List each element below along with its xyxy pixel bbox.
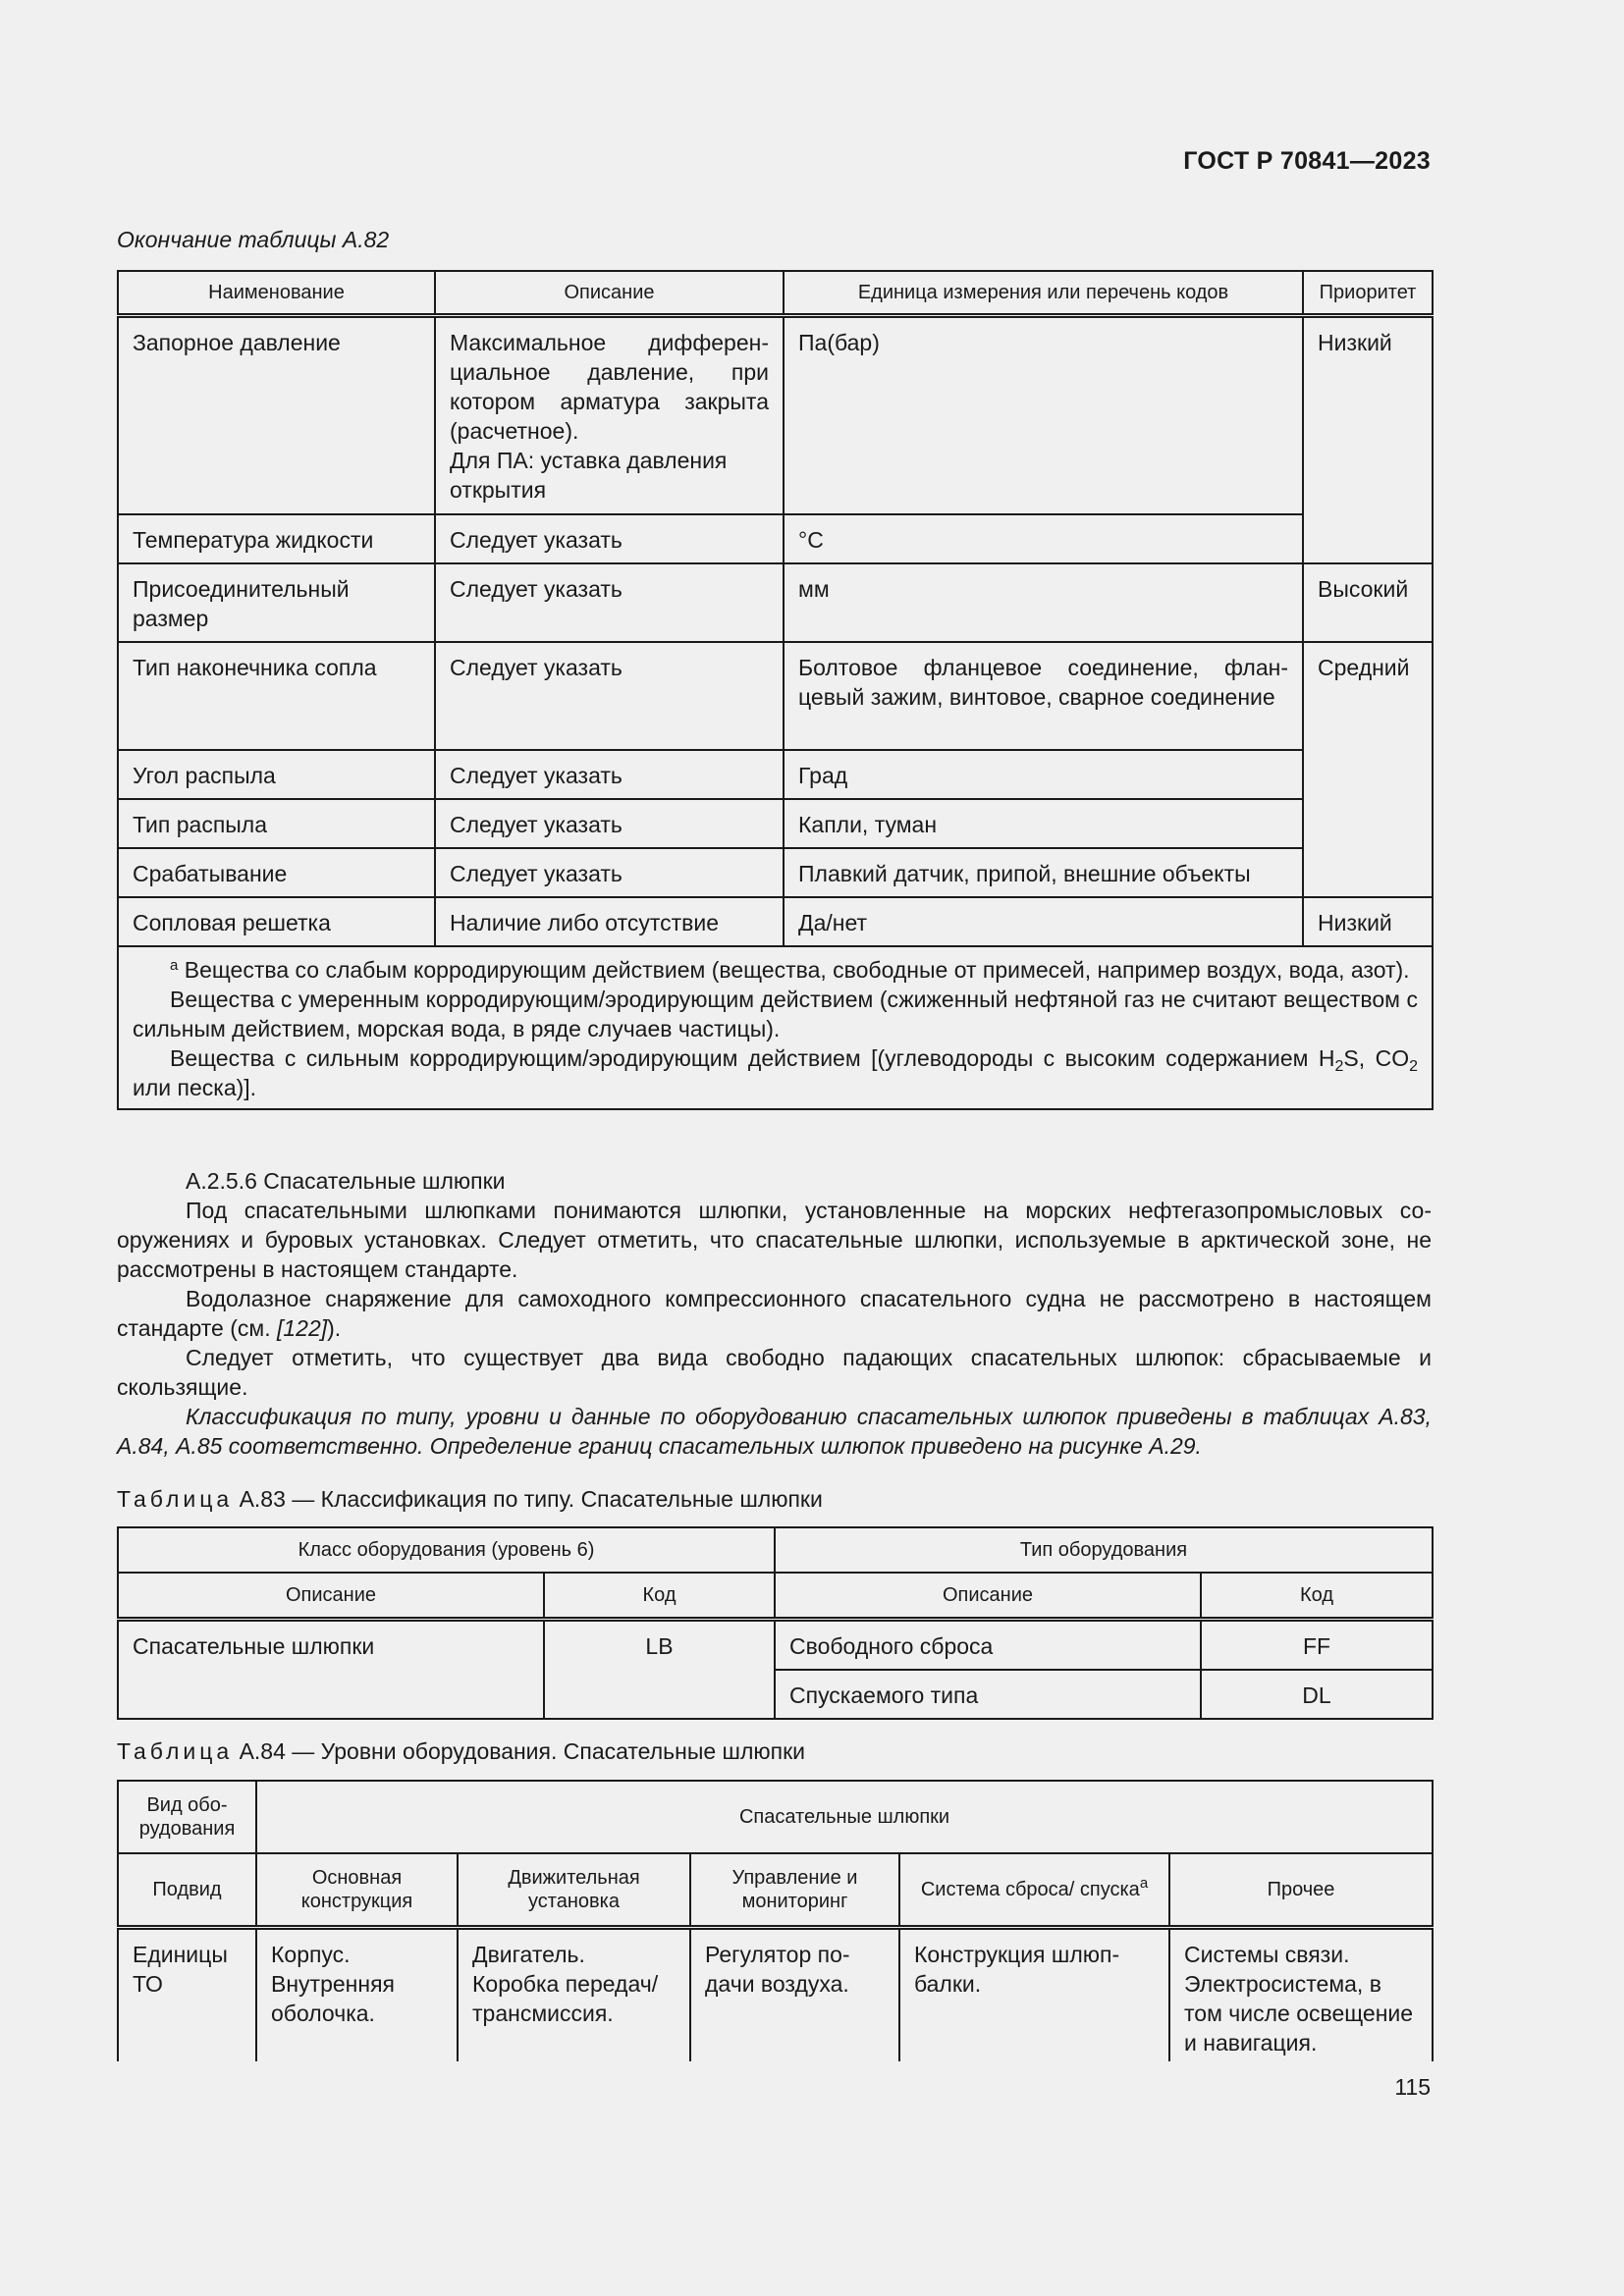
cell-class-code: LB [544,1620,775,1720]
reference-link[interactable]: [122] [276,1315,328,1341]
table-a84 [117,1780,1434,2061]
cell-priority: Низкий [1303,316,1433,563]
column-header: Код [544,1573,775,1620]
cell-name: Угол распыла [118,750,435,799]
column-header: Движительная установка [458,1853,690,1928]
cell-unit: мм [784,563,1303,642]
column-header: Управление и мониторинг [690,1853,899,1928]
note-text: Вещества со слабым корродирующим действием (вещества, свободные от примесей, например воздух, вода, азот). [184,956,1410,983]
cell: Системы связи. Электросистема, в том числе освещение и навигация. [1169,1928,1433,2062]
cell-description: Следует указать [435,642,784,750]
section-a256 [117,1166,1432,1461]
cell-unit: °C [784,514,1303,563]
column-header: Основная конструкция [256,1853,458,1928]
table-label: Таблица [117,1486,234,1512]
table-a83-title [117,1486,823,1513]
cell-name: Температура жидкости [118,514,435,563]
cell-name: Тип распыла [118,799,435,848]
table-a83 [117,1526,1434,1720]
cell-description [435,316,784,514]
table-header-row [118,271,1433,316]
column-header: Описание [775,1573,1201,1620]
table-row [118,642,1433,750]
cell-class-description: Спасательные шлюпки [118,1620,544,1720]
note-text: Вещества с сильным корродирующим/эродирующим действием [(углеводороды с высоким содержанием H [170,1044,1335,1071]
table-row [118,897,1433,946]
cell: Конструкция шлюпбалки. [899,1928,1169,2062]
cell-description: Следует указать [435,799,784,848]
column-group-header: Тип оборудования [775,1527,1433,1573]
cell-type-code: FF [1201,1620,1433,1671]
note-2: Вещества с умеренным корродирующим/эродирующим действием (сжиженный нефтяной газ не считают веществом с сильным действием, морская вода, в ряде случаев частицы). [133,986,1418,1041]
cell-type-code: DL [1201,1670,1433,1719]
table-a84-title [117,1738,805,1765]
cell-unit: Град [784,750,1303,799]
table-row [118,848,1433,897]
cell-priority: Средний [1303,642,1433,897]
cell: Регулятор подачи воздуха. [690,1928,899,2062]
note-1 [133,955,1418,985]
note-text: или песка)]. [133,1074,257,1100]
cell-description: Наличие либо отсутствие [435,897,784,946]
cell-name: Присоединительный размер [118,563,435,642]
column-header: Код [1201,1573,1433,1620]
subscript: 2 [1409,1057,1419,1075]
column-header [899,1853,1169,1928]
note-3 [133,1043,1418,1102]
table-header-row [118,1853,1433,1928]
cell-subtype: Единицы ТО [118,1928,256,2062]
column-header: Наименование [118,271,435,316]
cell-type-description: Свободного сброса [775,1620,1201,1671]
table-title-text: А.83 — Классификация по типу. Спасательные шлюпки [239,1486,823,1512]
table-row [118,563,1433,642]
footnote-mark: а [170,956,179,974]
cell: Корпус. Внутренняя оболочка. [256,1928,458,2062]
footnote-mark: а [1139,1875,1149,1892]
cell: Двигатель. Коробка передач/трансмиссия. [458,1928,690,2062]
column-header: Подвид [118,1853,256,1928]
column-header: Приоритет [1303,271,1433,316]
column-header: Описание [435,271,784,316]
cell-priority: Высокий [1303,563,1433,642]
cell-type-description: Спускаемого типа [775,1670,1201,1719]
table-notes-row [118,946,1433,1109]
table-header-row [118,1527,1433,1573]
note-text: S, CO [1343,1044,1410,1071]
page-number: 115 [1394,2074,1431,2100]
table-82-continuation-caption: Окончание таблицы А.82 [117,227,390,252]
column-header-text: Система сброса/ спуска [920,1879,1140,1900]
table-row [118,514,1433,563]
table-header-row [118,1573,1433,1620]
table-a82 [117,270,1434,1110]
cell-description: Следует указать [435,750,784,799]
cell-unit: Капли, туман [784,799,1303,848]
paragraph-text: ). [327,1315,342,1341]
table-row [118,799,1433,848]
cell-priority: Низкий [1303,897,1433,946]
table-row [118,750,1433,799]
column-header: Единица измерения или перечень кодов [784,271,1303,316]
paragraph: Следует отметить, что существует два вида свободно падающих спасательных шлюпок: сбрасываемые и скользящие. [117,1345,1432,1400]
cell-name: Тип наконечника сопла [118,642,435,750]
table-row [118,1620,1433,1671]
cell-unit: Болтовое фланцевое соединение, фланцевый зажим, винтовое, сварное соединение [784,642,1303,750]
table-notes [118,946,1433,1109]
document-code: ГОСТ Р 70841—2023 [1183,147,1431,175]
cell-description: Следует указать [435,848,784,897]
description-line: Для ПА: уставка давления открытия [450,448,728,503]
table-row [118,316,1433,514]
column-group-header: Спасательные шлюпки [256,1781,1433,1853]
paragraph: Классификация по типу, уровни и данные по оборудованию спасательных шлюпок приведены в таблицах А.83, А.84, А.85 соответственно. Определение границ спасательных шлюпок приведено на рисунке А.29. [117,1404,1432,1459]
cell-unit: Плавкий датчик, припой, внешние объекты [784,848,1303,897]
paragraph-text: Водолазное снаряжение для самоходного компрессионного спасательного судна не рассмотрено в настоящем стандарте (см. [117,1286,1432,1341]
description-line: Максимальное дифференциальное давление, при котором арматура закрыта (расчетное). [450,330,769,444]
table-label: Таблица [117,1738,234,1764]
cell-description: Следует указать [435,563,784,642]
paragraph [117,1284,1432,1343]
cell-name: Срабатывание [118,848,435,897]
cell-name: Запорное давление [118,316,435,514]
section-heading: А.2.5.6 Спасательные шлюпки [186,1168,506,1194]
table-row [118,1928,1433,2062]
paragraph: Под спасательными шлюпками понимаются шлюпки, установленные на морских нефтегазопромысловых сооружениях и буровых установках. Следует отметить, что спасательные шлюпки, используемые в арктической зоне, не рассмотрены в настоящем стандарте. [117,1198,1432,1282]
column-header: Вид оборудования [118,1781,256,1853]
cell-unit: Да/нет [784,897,1303,946]
cell-name: Сопловая решетка [118,897,435,946]
column-group-header: Класс оборудования (уровень 6) [118,1527,775,1573]
column-header: Прочее [1169,1853,1433,1928]
subscript: 2 [1334,1057,1344,1075]
table-header-row [118,1781,1433,1853]
column-header: Описание [118,1573,544,1620]
cell-unit: Па(бар) [784,316,1303,514]
cell-description: Следует указать [435,514,784,563]
table-title-text: А.84 — Уровни оборудования. Спасательные шлюпки [239,1738,806,1764]
